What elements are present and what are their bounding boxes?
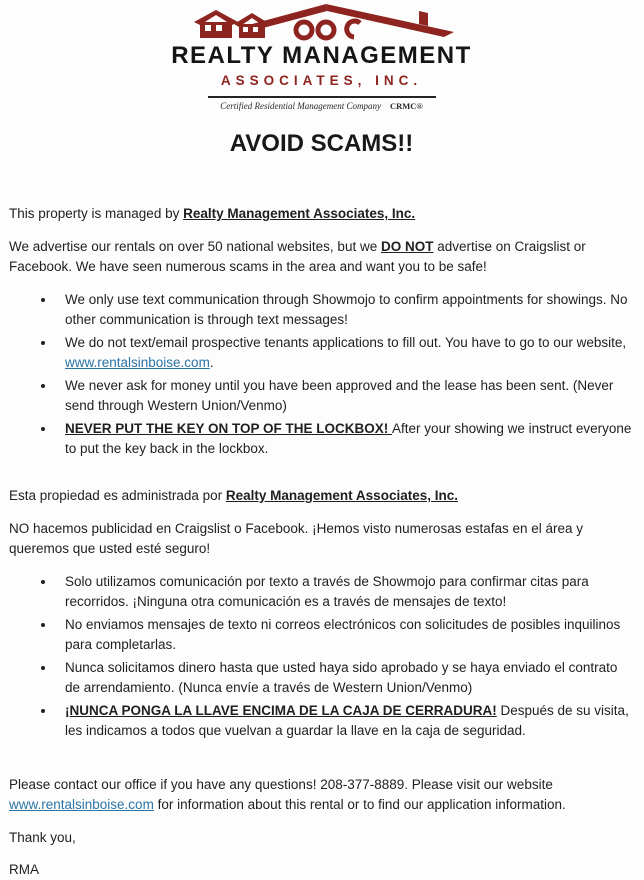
bullet-item: • Nunca solicitamos dinero hasta que usted haya sido aprobado y se haya enviado el contrato de arrendamiento. (Nunca envíe a través de Western Union/Venmo) [56,658,634,698]
house-roofline-icon [186,2,458,42]
company-name-line2: ASSOCIATES, INC. [220,73,423,89]
managed-by-paragraph: This property is managed by Realty Management Associates, Inc. [9,206,416,222]
certified-text: Certified Residential Management Company [220,101,381,112]
company-logo [9,2,634,112]
logo-divider [208,96,436,98]
page-title: AVOID SCAMS!! [229,130,414,158]
contact-paragraph: Please contact our office if you have any questions! 208-377-8889. Please visit our website www.rentalsinboise.com for information about this rental or to find our application information. [9,777,566,813]
managed-by-paragraph-spanish: Esta propiedad es administrada por Realty Management Associates, Inc. [9,488,458,504]
bullet-item: • We do not text/email prospective tenants applications to fill out. You have to go to our website, www.rentalsinboise.com. [56,333,634,373]
signature-text: RMA [9,862,39,878]
bullet-item: • NEVER PUT THE KEY ON TOP OF THE LOCKBOX! After your showing we instruct everyone to put the key back in the lockbox. [56,419,634,459]
rentalsinboise-link[interactable]: www.rentalsinboise.com [9,797,154,813]
bullet-item: • Solo utilizamos comunicación por texto a través de Showmojo para confirmar citas para recorridos. ¡Ninguna otra comunicación es a través de mensajes de texto! [56,572,634,612]
bullet-item: • No enviamos mensajes de texto ni correos electrónicos con solicitudes de posibles inquilinos para completarlas. [56,615,634,655]
bullet-item: • We only use text communication through Showmojo to confirm appointments for showings. No other communication is through text messages! [56,290,634,330]
thank-you-text: Thank you, [9,830,76,846]
advertising-paragraph: We advertise our rentals on over 50 national websites, but we DO NOT advertise on Craigslist or Facebook. We have seen numerous scams in the area and want you to be safe! [9,239,586,275]
advertising-paragraph-spanish: NO hacemos publicidad en Craigslist o Facebook. ¡Hemos visto numerosas estafas en el área y queremos que usted esté seguro! [9,521,584,557]
company-name-line1: REALTY MANAGEMENT [171,42,472,69]
english-bullet-list [9,290,634,459]
spanish-bullet-list [9,572,634,741]
logo-tagline [9,101,634,112]
rentalsinboise-link[interactable]: www.rentalsinboise.com [65,355,210,371]
bullet-item: • We never ask for money until you have been approved and the lease has been sent. (Never send through Western Union/Venmo) [56,376,634,416]
bullet-item: • ¡NUNCA PONGA LA LLAVE ENCIMA DE LA CAJA DE CERRADURA! Después de su visita, les indicamos a todos que vuelvan a guardar la llave en la caja de seguridad. [56,701,634,741]
crmc-mark: CRMC® [389,101,423,112]
